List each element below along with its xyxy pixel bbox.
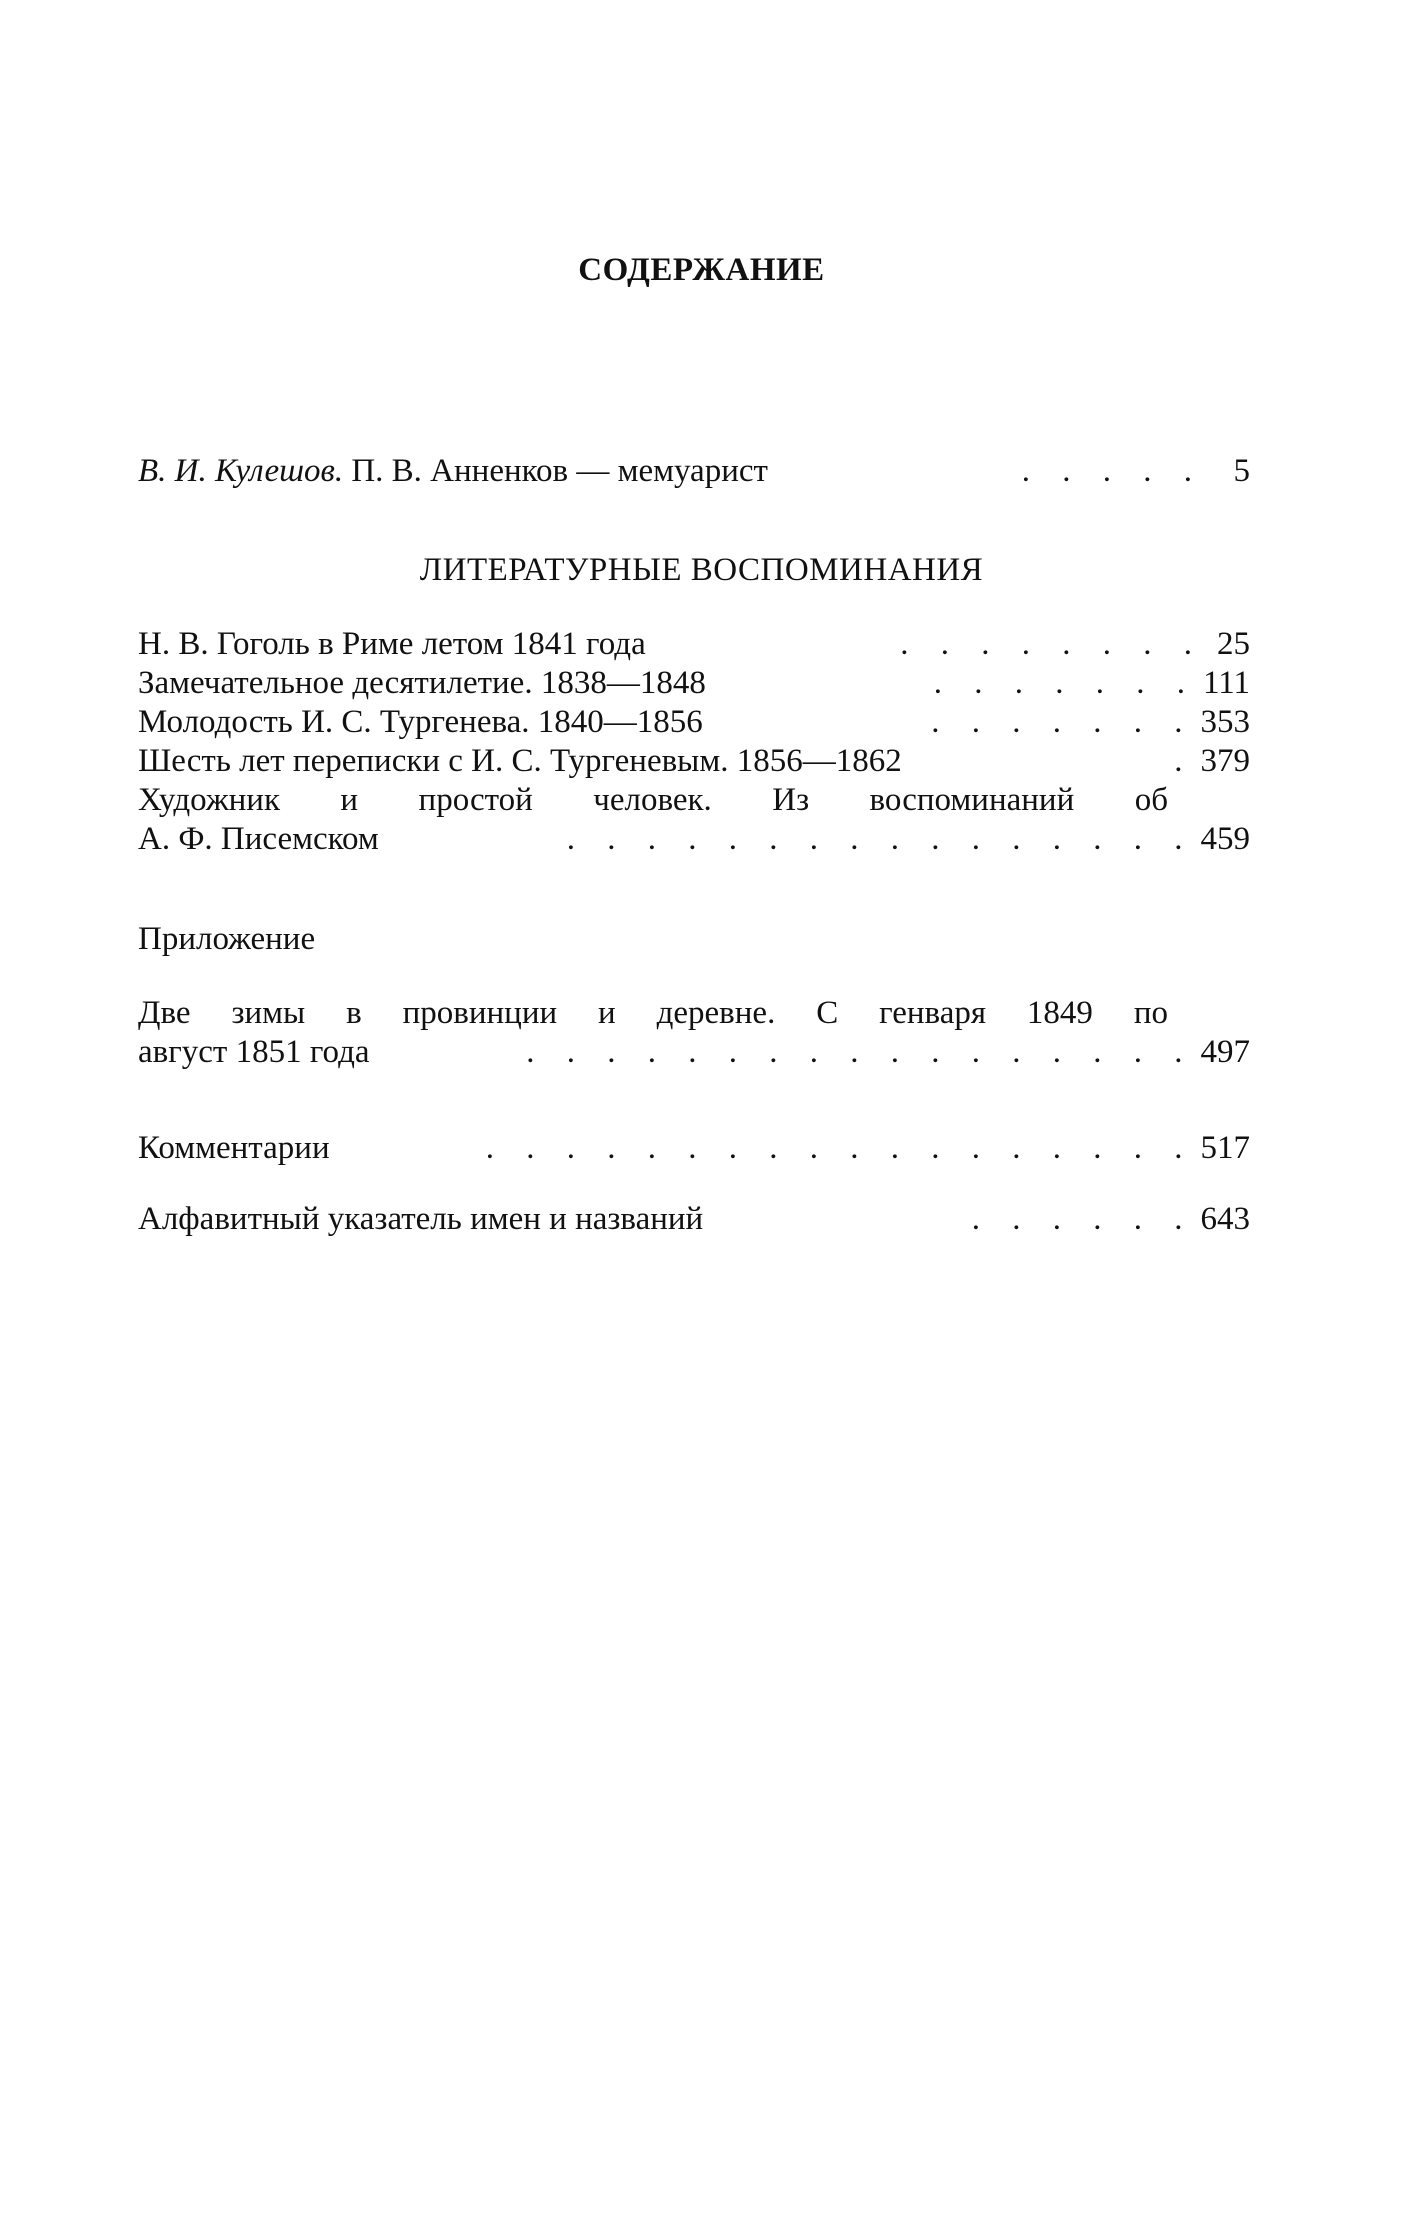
toc-page-number: 643 xyxy=(1200,1201,1250,1237)
toc-entry-title: Алфавитный указатель имен и названий xyxy=(138,1201,704,1237)
toc-leader-dots: . . . . . xyxy=(1021,453,1204,489)
page-title: СОДЕРЖАНИЕ xyxy=(578,252,825,288)
toc-page-number: 5 xyxy=(1233,453,1250,489)
toc-page-number: 353 xyxy=(1200,704,1250,740)
toc-leader-dots: . . . . . . . . xyxy=(900,626,1204,662)
toc-leader-dots: . . . . . . xyxy=(971,1201,1195,1237)
toc-entry-title: П. В. Анненков — мемуарист xyxy=(351,453,768,489)
toc-leader-dots: . . . . . . . . . . . . . . . . . xyxy=(526,1034,1195,1070)
toc-entry-title: Замечательное десятилетие. 1838—1848 xyxy=(138,665,706,701)
toc-entry-title: Молодость И. С. Тургенева. 1840—1856 xyxy=(138,704,703,740)
toc-entry-line1[interactable]: Художник и простой человек. Из воспоминаний об xyxy=(138,782,1168,818)
toc-leader-dots: . . . . . . . xyxy=(933,665,1197,701)
toc-leader-dots: . . . . . . . . . . . . . . . . . . xyxy=(485,1130,1195,1166)
toc-entry[interactable] xyxy=(138,625,1250,663)
toc-entry-author: В. И. Кулешов. xyxy=(138,453,344,489)
toc-leader-dots: . . . . . . . xyxy=(931,704,1195,740)
toc-entry[interactable] xyxy=(138,1033,1250,1071)
toc-page-number: 459 xyxy=(1200,821,1250,857)
section-title: ЛИТЕРАТУРНЫЕ ВОСПОМИНАНИЯ xyxy=(419,552,984,588)
toc-page-number: 25 xyxy=(1217,626,1250,662)
toc-entry-intro[interactable] xyxy=(138,452,1250,490)
appendix-label: Приложение xyxy=(138,921,316,957)
toc-entry[interactable] xyxy=(138,703,1250,741)
toc-entry-title: Н. В. Гоголь в Риме летом 1841 года xyxy=(138,626,646,662)
toc-entry-index[interactable] xyxy=(138,1200,1250,1238)
toc-entry-title: Шесть лет переписки с И. С. Тургеневым. 1856—1862 xyxy=(138,743,902,779)
toc-entry[interactable] xyxy=(138,742,1250,780)
toc-entry-line1[interactable]: Две зимы в провинции и деревне. С генваря 1849 по xyxy=(138,995,1168,1031)
toc-entry-comments[interactable] xyxy=(138,1129,1250,1167)
toc-entry[interactable] xyxy=(138,820,1250,858)
toc-entry-title: август 1851 года xyxy=(138,1034,370,1070)
toc-page-number: 379 xyxy=(1200,743,1250,779)
toc-entry[interactable] xyxy=(138,664,1250,702)
toc-page-number: 497 xyxy=(1200,1034,1250,1070)
toc-page-number: 517 xyxy=(1200,1130,1250,1166)
toc-entry-title: Комментарии xyxy=(138,1130,330,1166)
toc-leader-dots: . xyxy=(1174,743,1195,779)
toc-leader-dots: . . . . . . . . . . . . . . . . xyxy=(566,821,1195,857)
toc-entry-text xyxy=(138,452,768,490)
toc-page-number: 111 xyxy=(1202,665,1250,701)
toc-entry-title: А. Ф. Писемском xyxy=(138,821,379,857)
